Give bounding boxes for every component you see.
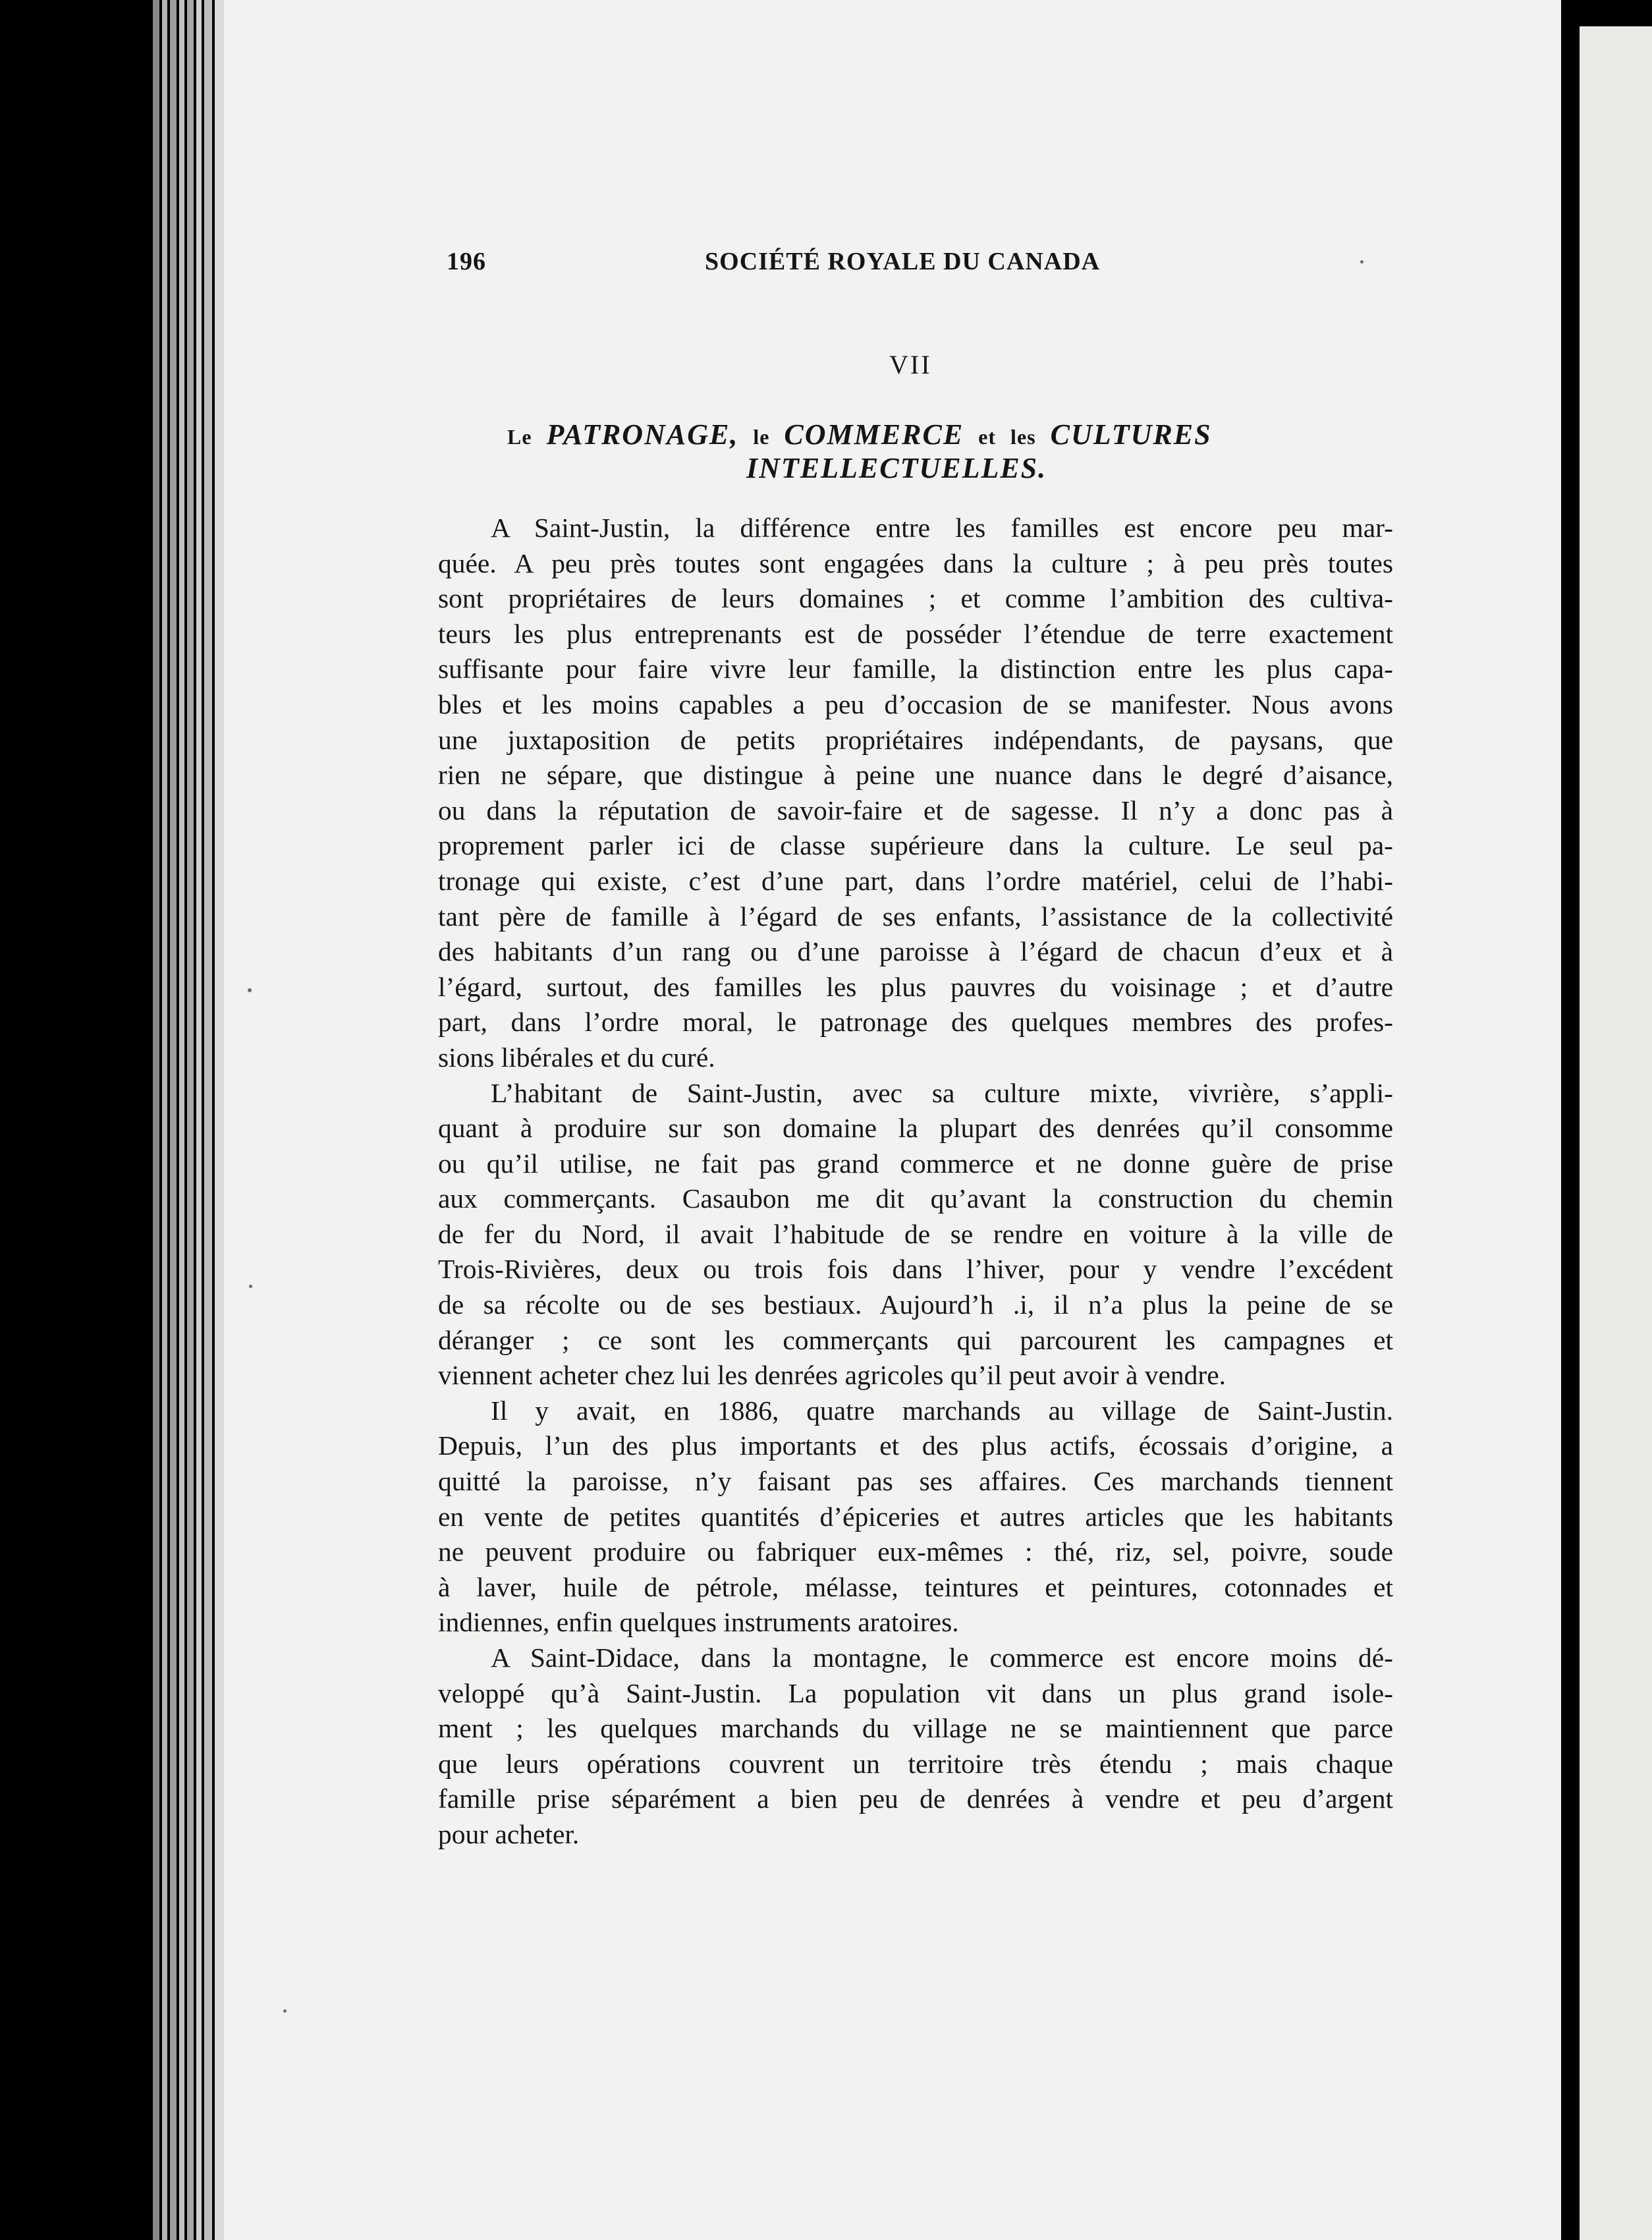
text-line: tronage qui existe, c’est d’une part, dans l’ordre matériel, celui de l’habi- bbox=[438, 865, 1393, 896]
heading-word: Le bbox=[507, 425, 532, 449]
text-line: Il y avait, en 1886, quatre marchands au village de Saint-Justin. bbox=[491, 1395, 1393, 1426]
text-line: suffisante pour faire vivre leur famille, la distinction entre les plus capa- bbox=[438, 654, 1393, 685]
scan-speck bbox=[1360, 260, 1363, 264]
text-line: A Saint-Justin, la différence entre les familles est encore peu mar- bbox=[491, 513, 1393, 543]
text-line: que leurs opérations couvrent un territoire très étendu ; mais chaque bbox=[438, 1748, 1393, 1779]
page-edge bbox=[215, 0, 224, 2240]
heading-word: INTELLECTUELLES. bbox=[746, 452, 1047, 484]
text-line: viennent acheter chez lui les denrées agricoles qu’il peut avoir à vendre. bbox=[438, 1360, 1226, 1391]
text-line: ment ; les quelques marchands du village ne se maintiennent que parce bbox=[438, 1713, 1393, 1744]
text-line: indiennes, enfin quelques instruments aratoires. bbox=[438, 1607, 959, 1638]
page-edge bbox=[187, 0, 194, 2240]
section-heading-line-1 bbox=[507, 418, 1212, 451]
text-line: quée. A peu près toutes sont engagées dans la culture ; à peu près toutes bbox=[438, 547, 1393, 578]
text-line: Depuis, l’un des plus importants et des plus actifs, écossais d’origine, a bbox=[438, 1430, 1393, 1461]
text-line: sont propriétaires de leurs domaines ; et comme l’ambition des cultiva- bbox=[438, 583, 1393, 614]
text-line: ou qu’il utilise, ne fait pas grand commerce et ne donne guère de prise bbox=[438, 1148, 1393, 1179]
scan-speck bbox=[283, 2009, 287, 2013]
text-line: quitté la paroisse, n’y faisant pas ses affaires. Ces marchands tiennent bbox=[438, 1466, 1393, 1497]
heading-word: COMMERCE bbox=[784, 418, 964, 451]
text-line: ou dans la réputation de savoir-faire et de sagesse. Il n’y a donc pas à bbox=[438, 795, 1393, 826]
text-line: à laver, huile de pétrole, mélasse, teintures et peintures, cotonnades et bbox=[438, 1571, 1393, 1602]
page-edge bbox=[204, 0, 212, 2240]
text-line: proprement parler ici de classe supérieure dans la culture. Le seul pa- bbox=[438, 830, 1393, 861]
scan-speck bbox=[249, 1285, 252, 1288]
page-edge bbox=[170, 0, 177, 2240]
text-line: quant à produire sur son domaine la plupart des denrées qu’il consomme bbox=[438, 1113, 1393, 1144]
page-edge bbox=[162, 0, 167, 2240]
text-line: des habitants d’un rang ou d’une paroisse à l’égard de chacun d’eux et à bbox=[438, 936, 1393, 967]
text-line: de fer du Nord, il avait l’habitude de se rendre en voiture à la ville de bbox=[438, 1218, 1393, 1249]
body-text bbox=[438, 511, 1393, 1853]
text-line: tant père de famille à l’égard de ses enfants, l’assistance de la collectivité bbox=[438, 901, 1393, 932]
page-edge bbox=[179, 0, 184, 2240]
paragraph-4 bbox=[438, 1640, 1393, 1853]
text-line: déranger ; ce sont les commerçants qui parcourent les campagnes et bbox=[438, 1324, 1393, 1355]
heading-word: CULTURES bbox=[1050, 418, 1212, 451]
paragraph-1 bbox=[438, 511, 1393, 1076]
text-line: L’habitant de Saint-Justin, avec sa culture mixte, vivrière, s’appli- bbox=[491, 1077, 1393, 1108]
section-heading-line-2 bbox=[746, 451, 1047, 485]
text-line: rien ne sépare, que distingue à peine une nuance dans le degré d’aisance, bbox=[438, 760, 1393, 791]
text-line: sions libérales et du curé. bbox=[438, 1042, 715, 1073]
heading-word: le bbox=[753, 425, 770, 449]
text-line: famille prise séparément a bien peu de denrées à vendre et peu d’argent bbox=[438, 1783, 1393, 1814]
text-line: une juxtaposition de petits propriétaires indépendants, de paysans, que bbox=[438, 724, 1393, 755]
facing-page-edge bbox=[1580, 26, 1652, 2240]
text-line: veloppé qu’à Saint-Justin. La population vit dans un plus grand isole- bbox=[438, 1677, 1393, 1708]
paragraph-3 bbox=[438, 1393, 1393, 1640]
page-edge bbox=[196, 0, 202, 2240]
text-line: de sa récolte ou de ses bestiaux. Aujourd’h .i, il n’a plus la peine de se bbox=[438, 1289, 1393, 1320]
text-line: aux commerçants. Casaubon me dit qu’avant la construction du chemin bbox=[438, 1183, 1393, 1214]
page-edge bbox=[153, 0, 159, 2240]
page-number: 196 bbox=[447, 248, 486, 275]
text-line: teurs les plus entreprenants est de posséder l’étendue de terre exactement bbox=[438, 618, 1393, 649]
scan-speck bbox=[248, 988, 252, 992]
text-line: en vente de petites quantités d’épiceries et autres articles que les habitants bbox=[438, 1501, 1393, 1532]
paragraph-2 bbox=[438, 1076, 1393, 1393]
text-line: ne peuvent produire ou fabriquer eux-mêmes : thé, riz, sel, poivre, soude bbox=[438, 1536, 1393, 1567]
section-number: VII bbox=[889, 350, 932, 379]
heading-word: et bbox=[978, 425, 997, 449]
text-line: l’égard, surtout, des familles les plus pauvres du voisinage ; et d’autre bbox=[438, 971, 1393, 1002]
heading-word: les bbox=[1010, 425, 1036, 449]
text-line: bles et les moins capables a peu d’occasion de se manifester. Nous avons bbox=[438, 688, 1393, 719]
running-title: SOCIÉTÉ ROYALE DU CANADA bbox=[705, 248, 1101, 275]
text-line: pour acheter. bbox=[438, 1818, 580, 1849]
text-line: A Saint-Didace, dans la montagne, le commerce est encore moins dé- bbox=[491, 1642, 1393, 1673]
heading-word: PATRONAGE, bbox=[546, 418, 739, 451]
text-line: Trois-Rivières, deux ou trois fois dans l’hiver, pour y vendre l’excédent bbox=[438, 1254, 1393, 1285]
text-line: part, dans l’ordre moral, le patronage des quelques membres des profes- bbox=[438, 1007, 1393, 1038]
